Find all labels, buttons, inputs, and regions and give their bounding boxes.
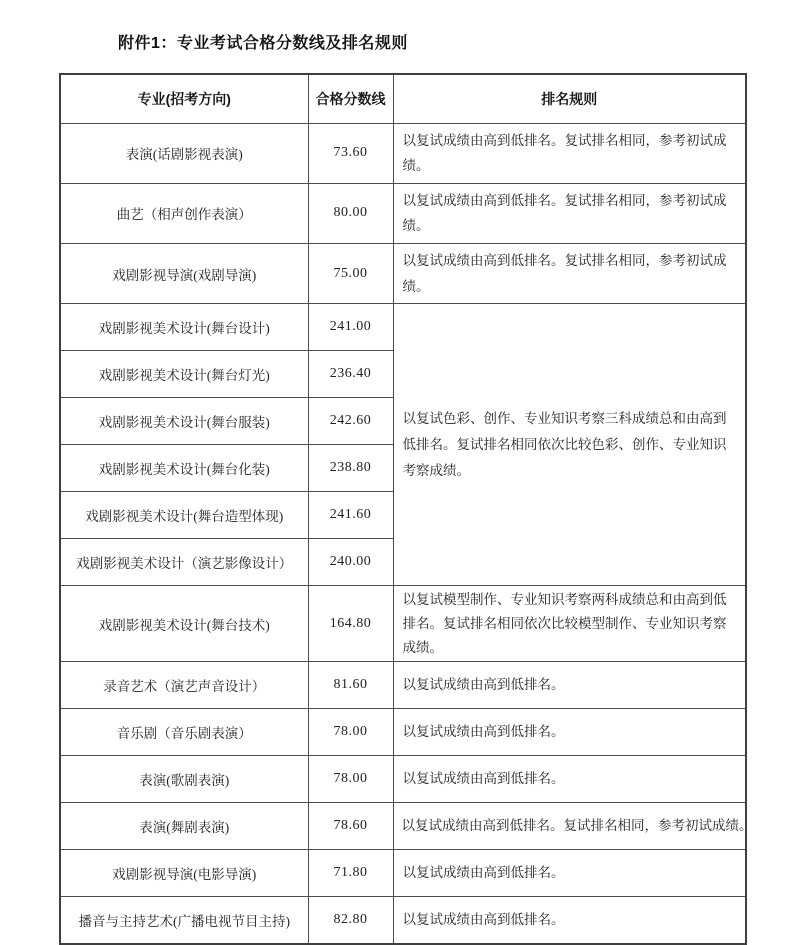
major-cell: 戏剧影视美术设计(舞台造型体现) [60,492,308,539]
score-cell: 78.60 [308,803,393,850]
score-cell: 78.00 [308,756,393,803]
rule-cell: 以复试成绩由高到低排名。复试排名相同，参考初试成绩。 [393,123,746,183]
table-row [60,123,746,183]
header-score: 合格分数线 [308,74,393,123]
major-cell: 戏剧影视美术设计(舞台设计) [60,304,308,351]
score-cell: 241.60 [308,492,393,539]
major-cell: 播音与主持艺术(广播电视节目主持) [60,897,308,944]
major-cell: 表演(话剧影视表演) [60,123,308,183]
rule-cell-merged: 以复试色彩、创作、专业知识考察三科成绩总和由高到低排名。复试排名相同依次比较色彩、创作、专业知识考察成绩。 [393,304,746,586]
rule-cell: 以复试成绩由高到低排名。 [393,662,746,709]
major-cell: 戏剧影视美术设计（演艺影像设计） [60,539,308,586]
major-cell: 表演(歌剧表演) [60,756,308,803]
table-row [60,850,746,897]
major-cell: 戏剧影视美术设计(舞台技术) [60,586,308,662]
rule-cell: 以复试模型制作、专业知识考察两科成绩总和由高到低排名。复试排名相同依次比较模型制作、专业知识考察成绩。 [393,586,746,662]
score-cell: 81.60 [308,662,393,709]
score-cell: 238.80 [308,445,393,492]
major-cell: 戏剧影视导演(电影导演) [60,850,308,897]
table-row [60,183,746,243]
rule-cell: 以复试成绩由高到低排名。 [393,756,746,803]
page-title: 附件1：专业考试合格分数线及排名规则 [118,35,408,52]
major-cell: 表演(舞剧表演) [60,803,308,850]
table-header-row [60,74,746,123]
score-cell: 242.60 [308,398,393,445]
major-cell: 戏剧影视导演(戏剧导演) [60,244,308,304]
score-cutoff-table [59,73,753,945]
table-row [60,586,746,662]
table-row [60,304,746,351]
score-cell: 241.00 [308,304,393,351]
major-cell: 录音艺术（演艺声音设计） [60,662,308,709]
score-cell: 71.80 [308,850,393,897]
rule-cell: 以复试成绩由高到低排名。 [393,709,746,756]
table-row [60,803,746,850]
rule-cell: 以复试成绩由高到低排名。复试排名相同，参考初试成绩。 [393,244,746,304]
table-row [60,662,746,709]
score-cell: 164.80 [308,586,393,662]
score-cell: 73.60 [308,123,393,183]
major-cell: 戏剧影视美术设计(舞台灯光) [60,351,308,398]
rule-cell: 以复试成绩由高到低排名。复试排名相同，参考初试成绩。 [393,803,746,850]
score-cell: 240.00 [308,539,393,586]
rule-cell: 以复试成绩由高到低排名。 [393,897,746,944]
major-cell: 戏剧影视美术设计(舞台服装) [60,398,308,445]
header-major: 专业(招考方向) [60,74,308,123]
table-row [60,897,746,944]
score-cell: 80.00 [308,183,393,243]
score-cell: 236.40 [308,351,393,398]
score-cell: 82.80 [308,897,393,944]
rule-cell: 以复试成绩由高到低排名。 [393,850,746,897]
score-cell: 78.00 [308,709,393,756]
table-row [60,756,746,803]
rule-cell: 以复试成绩由高到低排名。复试排名相同，参考初试成绩。 [393,183,746,243]
table-row [60,244,746,304]
header-rule: 排名规则 [393,74,746,123]
score-cell: 75.00 [308,244,393,304]
table-row [60,709,746,756]
major-cell: 曲艺（相声创作表演） [60,183,308,243]
major-cell: 戏剧影视美术设计(舞台化装) [60,445,308,492]
major-cell: 音乐剧（音乐剧表演） [60,709,308,756]
